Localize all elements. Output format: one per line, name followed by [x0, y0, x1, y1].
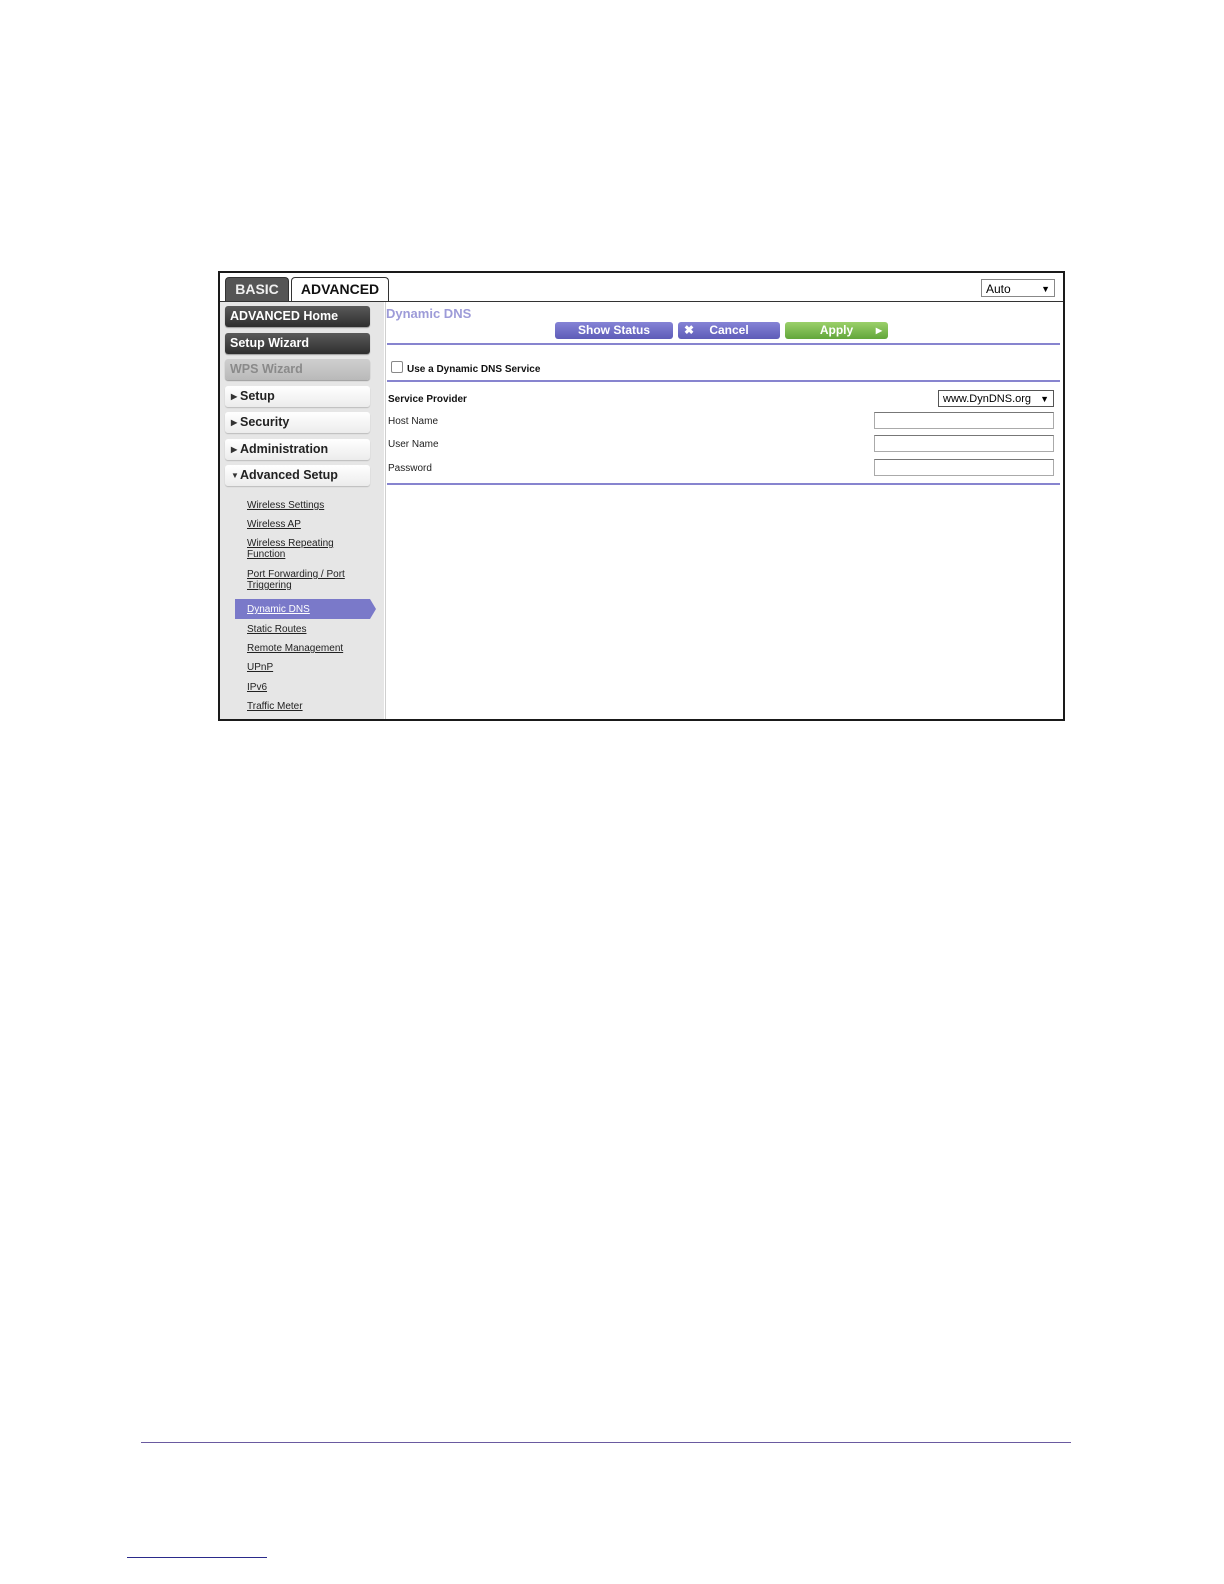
menu-security[interactable]	[225, 412, 370, 433]
use-ddns-checkbox[interactable]	[391, 361, 403, 373]
page-footer-link-underline	[127, 1557, 267, 1558]
cancel-button[interactable]	[678, 322, 780, 339]
triangle-right-icon: ▶	[875, 326, 882, 335]
section-divider	[387, 380, 1060, 382]
user-name-input[interactable]	[874, 435, 1054, 452]
link-port-forwarding-line1: Port Forwarding / Port	[247, 569, 345, 580]
menu-security-label: Security	[240, 415, 290, 429]
chevron-down-icon: ▼	[1041, 284, 1050, 294]
link-dynamic-dns-label: Dynamic DNS	[247, 604, 310, 615]
link-port-forwarding[interactable]	[247, 569, 367, 591]
use-ddns-label: Use a Dynamic DNS Service	[407, 364, 541, 375]
menu-administration[interactable]	[225, 439, 370, 460]
triangle-right-icon: ▶	[231, 418, 238, 427]
apply-button-label: Apply	[819, 323, 854, 337]
service-provider-label: Service Provider	[388, 394, 467, 405]
link-wireless-repeating[interactable]	[247, 538, 367, 560]
link-upnp[interactable]: UPnP	[247, 662, 274, 673]
chevron-down-icon: ▼	[1040, 394, 1049, 404]
cancel-button-label: Cancel	[709, 323, 749, 337]
user-name-label: User Name	[388, 439, 439, 450]
page-footer-rule	[141, 1442, 1071, 1443]
router-admin-screenshot	[218, 271, 1065, 721]
menu-advanced-setup-label: Advanced Setup	[240, 468, 338, 482]
tab-advanced[interactable]: ADVANCED	[291, 277, 389, 301]
apply-button[interactable]	[785, 322, 888, 339]
menu-setup-label: Setup	[240, 389, 275, 403]
link-wireless-repeating-line2: Function	[247, 549, 286, 560]
password-input[interactable]	[874, 459, 1054, 476]
menu-setup[interactable]	[225, 386, 370, 407]
show-status-button[interactable]: Show Status	[555, 322, 673, 339]
host-name-label: Host Name	[388, 416, 439, 427]
triangle-right-icon: ▶	[231, 445, 238, 454]
setup-wizard-button[interactable]: Setup Wizard	[225, 333, 370, 354]
service-provider-select[interactable]	[938, 390, 1054, 407]
section-divider	[387, 483, 1060, 485]
triangle-down-icon: ▼	[231, 471, 239, 480]
link-wireless-settings[interactable]: Wireless Settings	[247, 500, 325, 511]
link-dynamic-dns-active[interactable]	[235, 599, 370, 619]
link-wireless-repeating-line1: Wireless Repeating	[247, 538, 334, 549]
link-static-routes[interactable]: Static Routes	[247, 624, 307, 635]
sidebar	[220, 302, 384, 719]
wps-wizard-button[interactable]: WPS Wizard	[225, 359, 370, 380]
section-divider	[387, 343, 1060, 345]
link-remote-management[interactable]: Remote Management	[247, 643, 344, 654]
tab-basic[interactable]: BASIC	[225, 277, 289, 301]
password-label: Password	[388, 463, 432, 474]
page-title: Dynamic DNS	[386, 306, 472, 321]
advanced-home-button[interactable]: ADVANCED Home	[225, 306, 370, 327]
menu-administration-label: Administration	[240, 442, 329, 456]
link-wireless-ap[interactable]: Wireless AP	[247, 519, 301, 530]
link-ipv6[interactable]: IPv6	[247, 682, 268, 693]
language-select-value: Auto	[986, 282, 1011, 296]
link-port-forwarding-line2: Triggering	[247, 580, 292, 591]
triangle-right-icon: ▶	[231, 392, 238, 401]
close-icon: ✖	[684, 323, 695, 337]
host-name-input[interactable]	[874, 412, 1054, 429]
menu-advanced-setup[interactable]	[225, 465, 370, 486]
sidebar-divider	[385, 302, 386, 719]
service-provider-value: www.DynDNS.org	[943, 393, 1032, 405]
link-traffic-meter[interactable]: Traffic Meter	[247, 701, 303, 712]
language-select[interactable]	[981, 279, 1055, 297]
